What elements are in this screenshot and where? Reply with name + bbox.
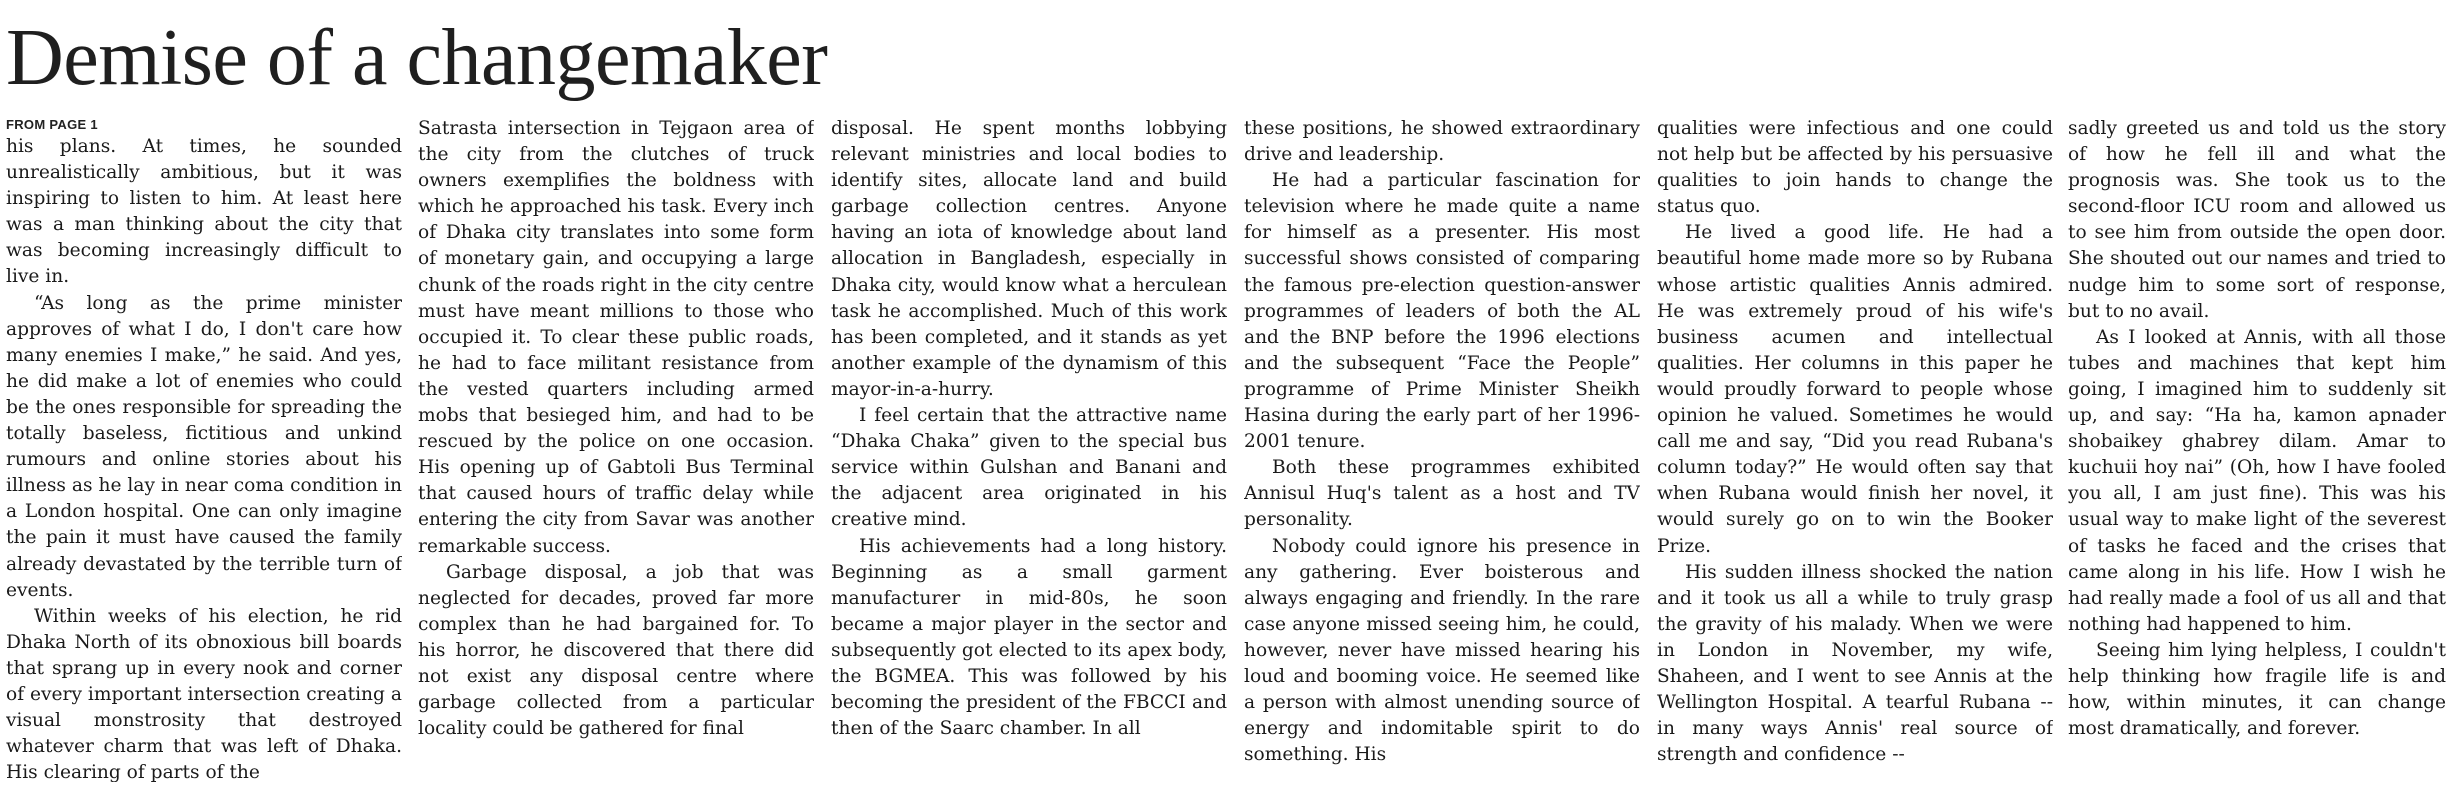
continuation-kicker: FROM PAGE 1 — [6, 117, 98, 132]
article-body — [6, 116, 2446, 782]
paragraph: Satrasta intersection in Tejgaon area of the city from the clutches of truck owners exemplifies the boldness with which he approached his task. Every inch of Dhaka city translates into some form of monetary gain, and occupying a large chunk of the roads right in the city centre must have meant millions to those who occupied it. To clear these public roads, he had to face militant resistance from the vested quarters including armed mobs that besieged him, and had to be rescued by the police on one occasion. His opening up of Gabtoli Bus Terminal that caused hours of traffic delay while entering the city from Savar was another remarkable success. — [418, 118, 814, 557]
paragraph: Both these programmes exhibited Annisul Huq's talent as a host and TV personality. — [1244, 457, 1640, 531]
column-5 — [1657, 116, 2053, 782]
paragraph: He lived a good life. He had a beautiful home made more so by Rubana whose artistic qualities Annis admired. He was extremely proud of his wife's business acumen and intellectual qualities. Her columns in this paper he would proudly forward to people whose opinion he valued. Sometimes he would call me and say, “Did you read Rubana's column today?” He would often say that when Rubana would finish her novel, it would surely go on to win the Booker Prize. — [1657, 222, 2053, 557]
column-6 — [2068, 116, 2446, 782]
column-3 — [831, 116, 1227, 782]
column-4 — [1244, 116, 1640, 782]
paragraph: “As long as the prime minister approves of what I do, I don't care how many enemies I make,” he said. And yes, he did make a lot of enemies who could be the ones responsible for spreading the totally baseless, fictitious and unkind rumours and online stories about his illness as he lay in near coma condition in a London hospital. One can only imagine the pain it must have caused the family already devastated by the terrible turn of events. — [6, 292, 402, 601]
column-2 — [418, 116, 814, 782]
paragraph: His achievements had a long history. Beginning as a small garment manufacturer in mid-80s, he soon became a major player in the sector and subsequently got elected to its apex body, the BGMEA. This was followed by his becoming the president of the FBCCI and then of the Saarc chamber. In all — [831, 535, 1227, 740]
paragraph: Nobody could ignore his presence in any gathering. Ever boisterous and always engaging and friendly. In the rare case anyone missed seeing him, he could, however, never have missed hearing his loud and booming voice. He seemed like a person with almost unending source of energy and indomitable spirit to do something. His — [1244, 535, 1640, 766]
paragraph: Garbage disposal, a job that was neglected for decades, proved far more complex than he had bargained for. To his horror, he discovered that there did not exist any disposal centre where garbage collected from a particular locality could be gathered for final — [418, 561, 814, 740]
paragraph: these positions, he showed extraordinary drive and leadership. — [1244, 118, 1640, 166]
paragraph: As I looked at Annis, with all those tubes and machines that kept him going, I imagined him to suddenly sit up, and say: “Ha ha, kamon apnader shobaikey ghabrey dilam. Amar to kuchuii hoy nai” (Oh, how I have fooled you all, I am just fine). This was his usual way to make light of the severest of tasks he faced and the crises that came along in his life. How I wish he had really made a fool of us all and that nothing had happened to him. — [2068, 326, 2446, 635]
column-1 — [6, 116, 402, 782]
paragraph: Within weeks of his election, he rid Dhaka North of its obnoxious bill boards that sprang up in every nook and corner of every important intersection creating a visual monstrosity that destroyed whatever charm that was left of Dhaka. His clearing of parts of the — [6, 605, 402, 782]
paragraph: I feel certain that the attractive name “Dhaka Chaka” given to the special bus service within Gulshan and Banani and the adjacent area originated in his creative mind. — [831, 405, 1227, 531]
paragraph: He had a particular fascination for television where he made quite a name for himself as a presenter. His most successful shows consisted of comparing the famous pre-election question-answer programmes of leaders of both the AL and the BNP before the 1996 elections and the subsequent “Face the People” programme of Prime Minister Sheikh Hasina during the early part of her 1996-2001 tenure. — [1244, 170, 1640, 453]
paragraph: sadly greeted us and told us the story of how he fell ill and what the prognosis was. She took us to the second-floor ICU room and allowed us to see him from outside the open door. She shouted out our names and tried to nudge him to some sort of response, but to no avail. — [2068, 118, 2446, 322]
headline: Demise of a changemaker — [6, 14, 828, 102]
paragraph: Seeing him lying helpless, I couldn't help thinking how fragile life is and how, within minutes, it can change most dramatically, and forever. — [2068, 639, 2446, 740]
paragraph: his plans. At times, he sounded unrealistically ambitious, but it was inspiring to listen to him. At least here was a man thinking about the city that was becoming increasingly difficult to live in. — [6, 136, 402, 288]
paragraph: qualities were infectious and one could not help but be affected by his persuasive qualities to join hands to change the status quo. — [1657, 118, 2053, 218]
paragraph: disposal. He spent months lobbying relevant ministries and local bodies to identify sites, allocate land and build garbage collection centres. Anyone having an iota of knowledge about land allocation in Bangladesh, especially in Dhaka city, would know what a herculean task he accomplished. Much of this work has been completed, and it stands as yet another example of the dynamism of this mayor-in-a-hurry. — [831, 118, 1227, 400]
paragraph: His sudden illness shocked the nation and it took us all a while to truly grasp the gravity of his malady. When we were in London in November, my wife, Shaheen, and I went to see Annis at the Wellington Hospital. A tearful Rubana -- in many ways Annis' real source of strength and confidence -- — [1657, 561, 2053, 766]
